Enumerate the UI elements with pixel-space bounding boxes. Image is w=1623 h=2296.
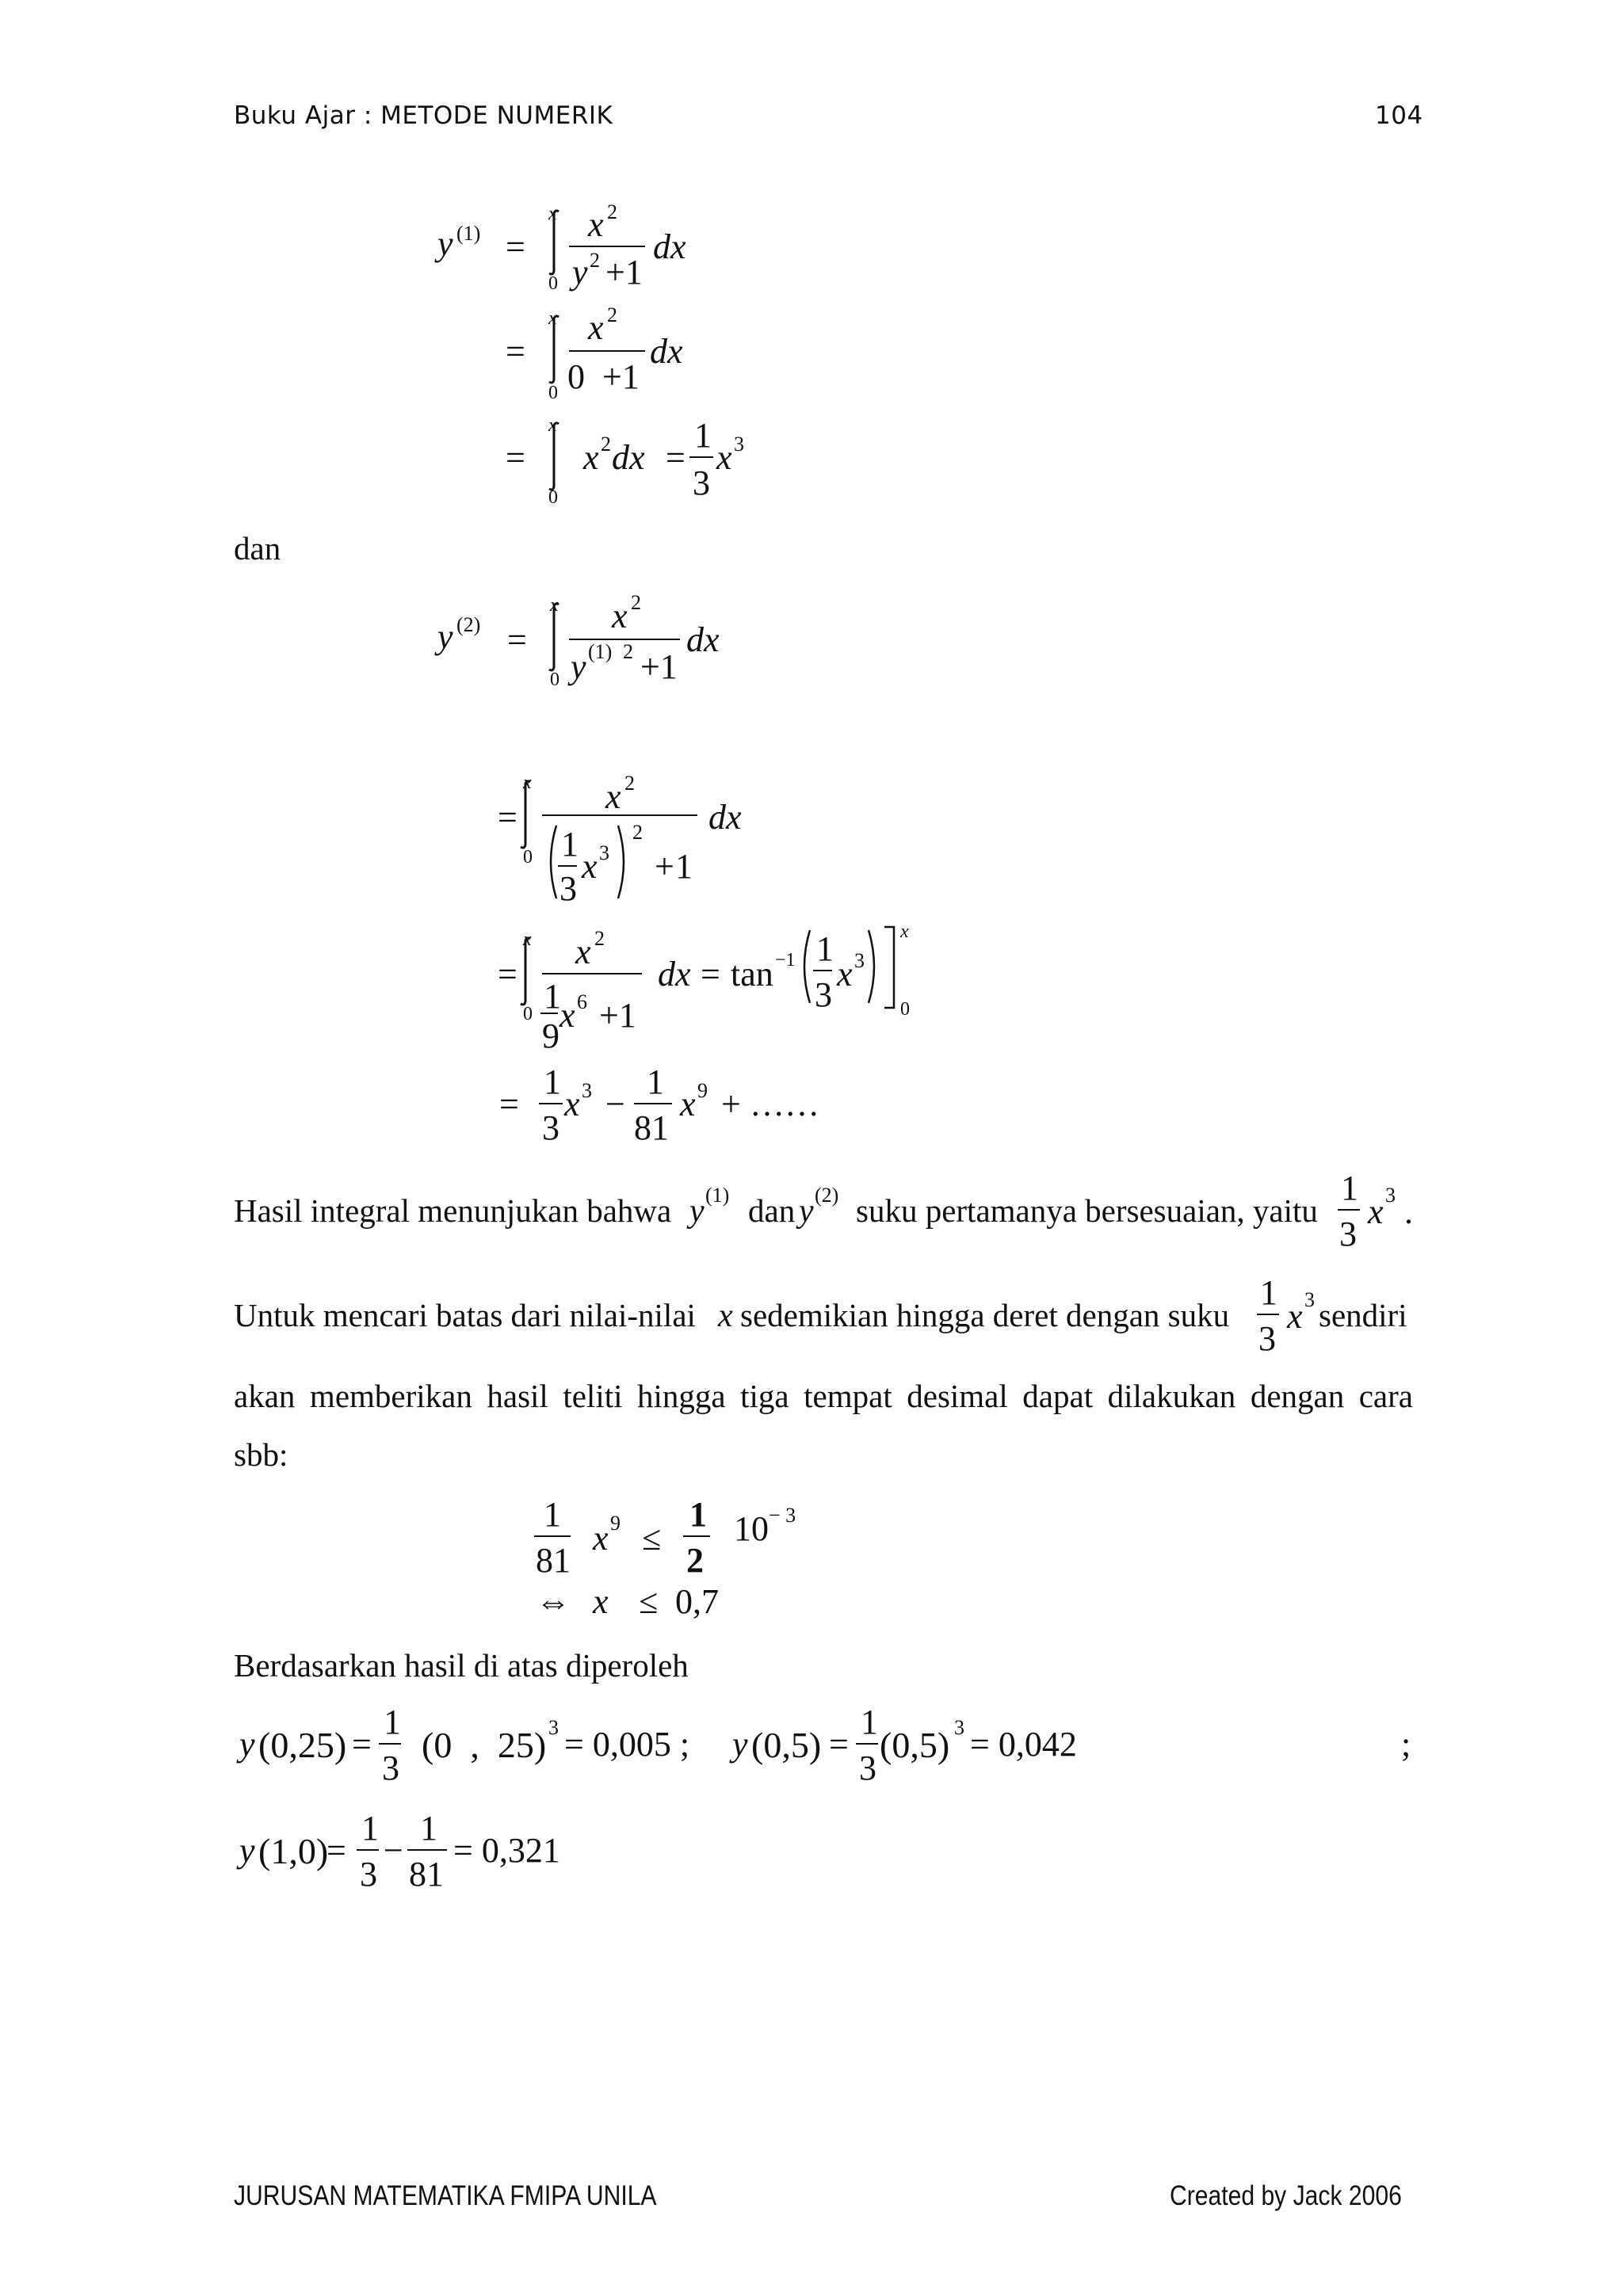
- numerator: x: [605, 777, 621, 816]
- math-x: x: [837, 955, 853, 994]
- text-segment: sendiri: [1319, 1297, 1407, 1333]
- left-paren: [796, 929, 815, 1005]
- math-sup: (2): [456, 613, 481, 636]
- one: 1: [675, 847, 693, 886]
- math-equals: =: [499, 1085, 519, 1123]
- numerator: 1: [647, 1062, 664, 1101]
- exponent: 3: [1385, 1184, 1396, 1207]
- fraction-bar: [856, 1743, 878, 1745]
- minus: −: [605, 1085, 625, 1123]
- upper-limit: x: [548, 204, 557, 224]
- denominator: 2: [686, 1541, 704, 1580]
- exponent: 3: [548, 1716, 559, 1739]
- numerator: 1: [1260, 1273, 1277, 1312]
- denominator: 81: [634, 1108, 669, 1147]
- math-x: x: [716, 438, 732, 477]
- plus-one: +1: [605, 253, 643, 292]
- math-equals: =: [701, 955, 720, 994]
- denominator: 3: [1258, 1319, 1276, 1358]
- paragraph-akan: akan memberikan hasil teliti hingga tiga tempat desimal dapat dilakukan dengan cara: [234, 1378, 1413, 1414]
- denominator: 3: [693, 463, 710, 502]
- exponent: 2: [623, 640, 633, 663]
- lower-limit: 0: [548, 273, 558, 294]
- lower-limit: 0: [523, 847, 533, 868]
- fraction-bar: [558, 865, 577, 867]
- math-y: y: [239, 1831, 255, 1870]
- numerator: 1: [561, 825, 579, 864]
- math-equals: =: [498, 798, 517, 837]
- tan-function: tan: [731, 955, 773, 994]
- fraction-bar: [357, 1849, 379, 1851]
- evaluation-bracket: [881, 925, 899, 1009]
- numerator: x: [612, 597, 628, 635]
- footer-department: JURUSAN MATEMATIKA FMIPA UNILA: [234, 2180, 657, 2211]
- minus: −: [384, 1831, 403, 1870]
- right-paren: [613, 824, 632, 900]
- lower-limit: 0: [548, 383, 558, 403]
- fraction-bar: [542, 973, 642, 974]
- math-x: x: [680, 1085, 696, 1123]
- plus-one: +1: [599, 996, 636, 1035]
- text-dan: dan: [234, 530, 281, 566]
- math-equals: =: [506, 332, 525, 371]
- exponent: − 3: [769, 1504, 796, 1527]
- math-equals: =: [352, 1725, 372, 1764]
- fraction-bar: [1257, 1314, 1279, 1315]
- numerator: x: [588, 205, 604, 244]
- numerator: 1: [694, 416, 712, 455]
- text-segment: dan: [748, 1192, 796, 1229]
- fraction-bar: [813, 970, 832, 971]
- semicolon: ;: [1401, 1725, 1411, 1764]
- fraction-bar: [407, 1849, 447, 1851]
- integrand-x: x: [583, 438, 599, 477]
- text-segment: suku pertamanya bersesuaian, yaitu: [856, 1192, 1318, 1229]
- math-y: y: [437, 224, 453, 263]
- math-sup: (1): [456, 222, 481, 245]
- denominator: 3: [382, 1749, 399, 1787]
- fraction-bar: [542, 814, 697, 816]
- denominator-y: y: [571, 647, 586, 686]
- result-value: = 0,005 ;: [564, 1725, 690, 1764]
- iff-arrow: ⇔: [536, 1582, 571, 1621]
- math-x: x: [1368, 1192, 1384, 1231]
- fraction-bar: [540, 1013, 558, 1014]
- plus: +: [721, 1085, 741, 1123]
- page-number: 104: [1375, 101, 1423, 130]
- ellipsis: ……: [750, 1085, 819, 1123]
- math-sup: (1): [705, 1184, 730, 1207]
- math-equals: =: [829, 1725, 849, 1764]
- exponent: 9: [697, 1079, 708, 1102]
- math-x: x: [1287, 1297, 1303, 1336]
- argument: (1,0): [258, 1831, 329, 1871]
- plus: +: [655, 847, 674, 886]
- result-value: = 0,042: [970, 1725, 1077, 1764]
- exponent: 2: [594, 927, 605, 950]
- denominator: 81: [536, 1541, 571, 1580]
- exponent: 3: [954, 1716, 964, 1739]
- numerator: 1: [861, 1703, 878, 1741]
- left-paren: [542, 824, 561, 900]
- exponent: 2: [631, 591, 641, 614]
- math-equals: =: [506, 227, 525, 266]
- dx: dx: [708, 798, 742, 837]
- exponent: 2: [590, 249, 600, 272]
- lower-limit: 0: [550, 669, 559, 690]
- numerator: 1: [544, 977, 561, 1016]
- math-equals: =: [666, 438, 685, 477]
- exponent: 2: [632, 821, 643, 844]
- numerator: 1: [816, 929, 834, 968]
- math-x: x: [582, 847, 598, 886]
- right-paren: [864, 929, 883, 1005]
- footer-credit: Created by Jack 2006: [1170, 2180, 1402, 2211]
- plus-one: +1: [640, 647, 678, 686]
- math-y: y: [239, 1725, 255, 1764]
- upper-limit: x: [548, 415, 557, 436]
- base: (0,5): [880, 1725, 950, 1765]
- denominator: 3: [1339, 1215, 1357, 1253]
- math-y: y: [732, 1725, 748, 1764]
- lower-limit: 0: [548, 487, 558, 508]
- result-value: = 0,321: [453, 1831, 560, 1870]
- denominator: 3: [559, 869, 577, 908]
- text-berdasarkan: Berdasarkan hasil di atas diperoleh: [234, 1647, 689, 1684]
- text-segment: sedemikian hingga deret dengan suku: [740, 1297, 1230, 1333]
- math-equals: =: [506, 438, 525, 477]
- exponent: 3: [599, 841, 609, 864]
- dx: dx: [658, 955, 691, 994]
- math-equals: =: [507, 620, 527, 659]
- math-x: x: [564, 1085, 580, 1123]
- denominator: 3: [542, 1108, 559, 1147]
- math-equals: =: [327, 1831, 346, 1870]
- denominator-y: y: [572, 253, 588, 292]
- lower-limit: 0: [900, 999, 910, 1020]
- denominator: 3: [360, 1855, 377, 1894]
- fraction-bar: [683, 1535, 710, 1537]
- upper-limit: x: [523, 929, 532, 950]
- numerator: 1: [420, 1809, 437, 1848]
- denominator: 3: [815, 975, 832, 1014]
- denominator: 81: [409, 1855, 444, 1894]
- argument: (0,5): [751, 1725, 822, 1765]
- less-equal: ≤: [639, 1582, 659, 1621]
- math-y: y: [689, 1193, 705, 1230]
- lower-limit: 0: [523, 1004, 533, 1024]
- fraction-bar: [634, 1103, 672, 1104]
- fraction-bar: [1338, 1209, 1360, 1211]
- math-y: y: [437, 617, 453, 656]
- upper-limit: x: [548, 308, 557, 329]
- math-x: x: [718, 1298, 733, 1334]
- fraction-bar: [539, 1103, 563, 1104]
- exponent: 2: [607, 303, 617, 326]
- numerator: 1: [1341, 1169, 1358, 1207]
- fraction-bar: [379, 1743, 401, 1745]
- period: .: [1404, 1192, 1413, 1231]
- exponent: 2: [624, 772, 635, 795]
- text-sbb: sbb:: [234, 1436, 288, 1473]
- dx: dx: [653, 227, 686, 266]
- argument: (0,25): [258, 1725, 347, 1765]
- math-x: x: [559, 996, 575, 1035]
- exponent: 3: [854, 949, 865, 972]
- exponent: 3: [582, 1079, 592, 1102]
- math-equals: =: [498, 955, 517, 994]
- upper-limit: x: [523, 772, 532, 793]
- numerator: 1: [361, 1809, 379, 1848]
- math-sup: (1): [588, 640, 613, 663]
- math-x: x: [593, 1582, 609, 1621]
- denominator: 0 +1: [567, 357, 640, 396]
- exponent: 9: [610, 1512, 621, 1535]
- math-sup: (2): [815, 1184, 839, 1207]
- dx: dx: [686, 620, 720, 659]
- exponent: 2: [607, 200, 617, 223]
- numerator: 1: [384, 1703, 401, 1741]
- fraction-bar: [534, 1535, 571, 1537]
- denominator: 9: [542, 1016, 559, 1055]
- numerator: x: [575, 933, 591, 971]
- exponent: 3: [1304, 1288, 1315, 1311]
- bound-value: 0,7: [675, 1582, 719, 1621]
- dx: dx: [612, 438, 645, 477]
- numerator: 1: [544, 1495, 561, 1534]
- ten: 10: [734, 1509, 769, 1548]
- exponent: −1: [775, 950, 796, 971]
- numerator: 1: [544, 1062, 561, 1101]
- dx: dx: [650, 332, 683, 371]
- text-segment: Hasil integral menunjukan bahwa: [234, 1192, 672, 1229]
- exponent: 2: [601, 433, 611, 456]
- math-x: x: [593, 1519, 609, 1558]
- upper-limit: x: [900, 921, 909, 942]
- exponent: 6: [577, 990, 587, 1013]
- fraction-bar: [569, 246, 645, 247]
- numerator: 1: [689, 1495, 707, 1534]
- text-segment: Untuk mencari batas dari nilai-nilai: [234, 1297, 696, 1333]
- upper-limit: x: [550, 595, 559, 616]
- less-equal: ≤: [642, 1519, 662, 1558]
- fraction-bar: [569, 350, 645, 352]
- fraction-bar: [689, 456, 713, 458]
- numerator: x: [588, 308, 604, 347]
- running-header-title: Buku Ajar : METODE NUMERIK: [234, 101, 613, 130]
- exponent: 3: [734, 433, 744, 456]
- denominator: 3: [859, 1749, 876, 1787]
- base: (0 , 25): [422, 1725, 547, 1765]
- math-y: y: [799, 1193, 814, 1230]
